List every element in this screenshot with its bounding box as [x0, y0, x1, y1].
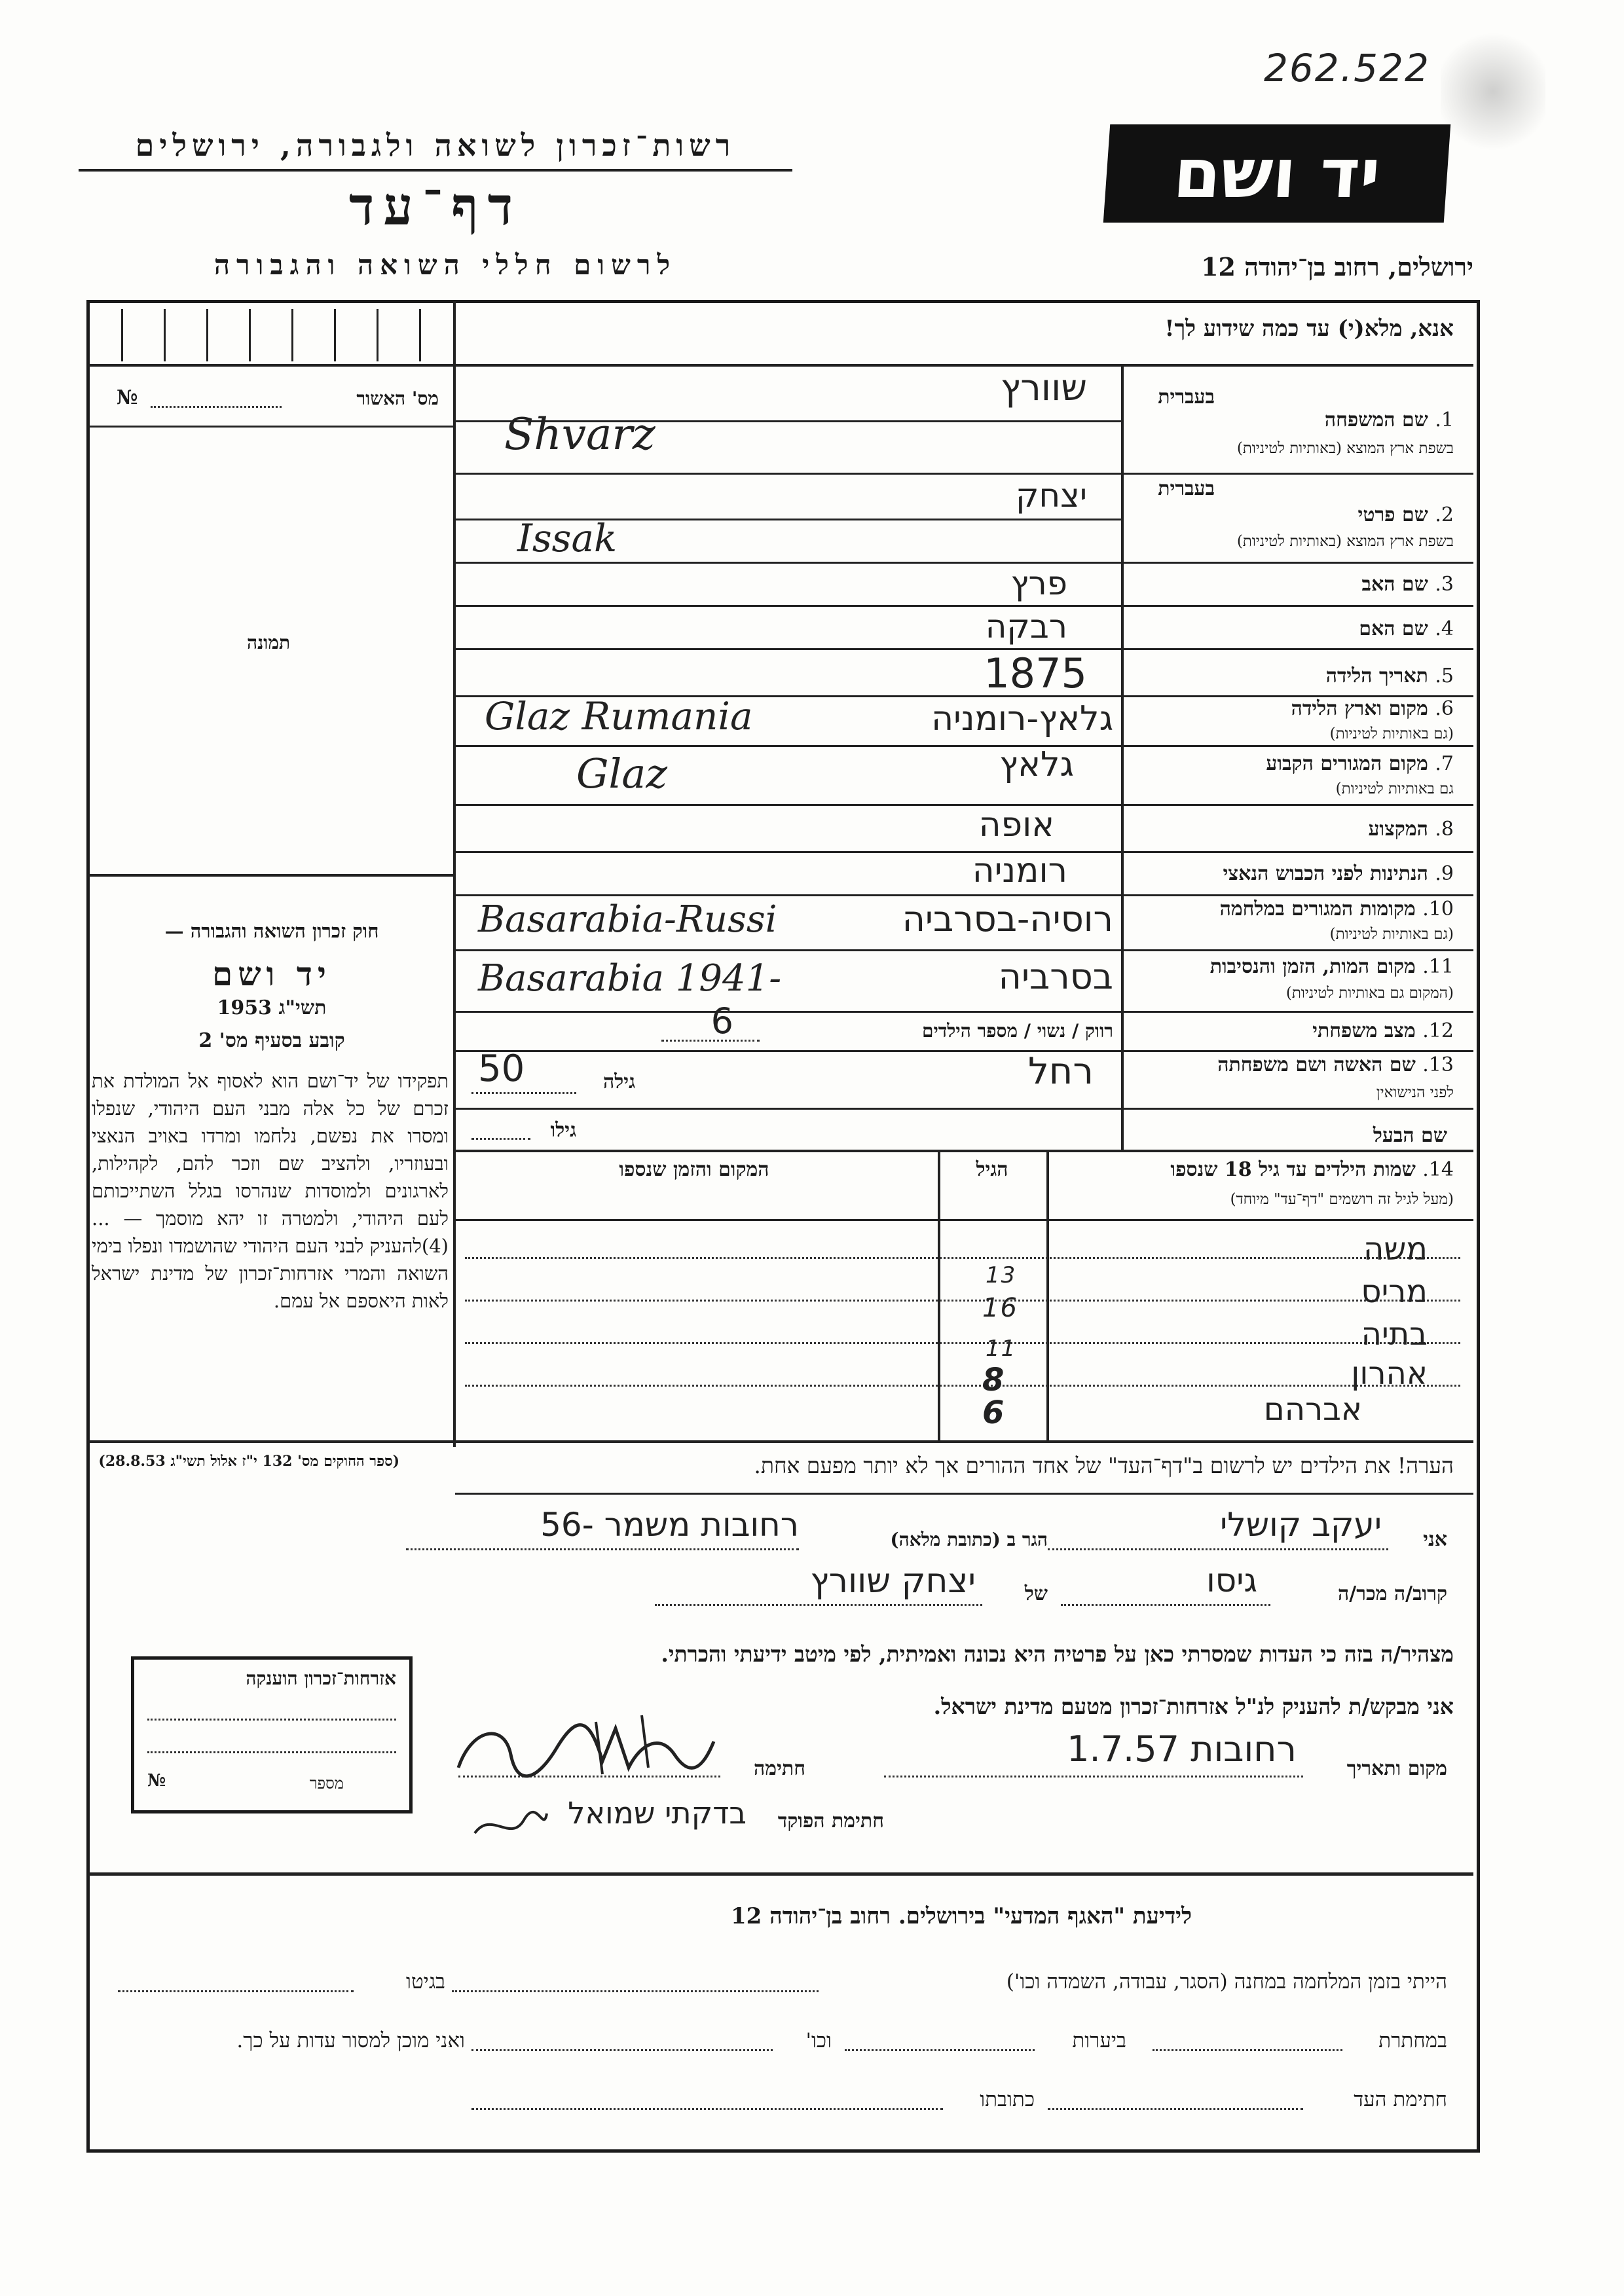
field-6-sub: (גם באותיות לטיניות) [1329, 725, 1454, 742]
children-age-header: הגיל [976, 1158, 1008, 1181]
row-line-12 [455, 1050, 1473, 1052]
footer-line3-a: חתימת העד [1354, 2088, 1447, 2111]
footer-line2-a: במחתרת [1378, 2029, 1447, 2052]
field-2-num: 2. [1435, 503, 1454, 526]
decl-address-value[interactable]: רחובות משמר -56 [540, 1506, 799, 1544]
field-12-label-text: מצב משפחתי [1312, 1019, 1416, 1042]
field-11-sub: (המקום גם באותיות לטיניות) [1285, 985, 1454, 1002]
field-8-num: 8. [1435, 818, 1454, 841]
footer-line2-c: וכו' [805, 2029, 832, 2052]
field-4-label [1126, 618, 1454, 640]
field-13-label-text: שם האשה ושם משפחתה [1217, 1053, 1416, 1076]
field-9-value[interactable]: רומניה [972, 851, 1067, 890]
children-place-header: המקום והזמן שנספו [619, 1158, 769, 1181]
row-line-11 [455, 1011, 1473, 1013]
citizenship-title: אזרחות־זכרון הוענקה [246, 1667, 396, 1689]
yad-vashem-logo [1103, 124, 1450, 223]
scan-smudge [1441, 26, 1545, 157]
field-3-label [1126, 574, 1454, 596]
note-bottom-line [455, 1493, 1473, 1495]
field-2-label-text: שם פרטי [1357, 503, 1428, 526]
citizenship-line-2 [147, 1751, 396, 1753]
instruction-text: אנא, מלא(י) עד כמה שידוע לך! [1164, 316, 1454, 342]
child-1-name[interactable]: משה [1363, 1231, 1428, 1267]
field-13-sub: לפני הנישואין [1376, 1084, 1454, 1101]
decl-officer-value[interactable]: בדקתי שמואל [568, 1795, 747, 1831]
decl-affirm: מצהיר/ה בזה כי העדות שמסרתי כאן על פרטיה היא נכונה ואמיתית, לפי מיטב ידיעתי והכרתי. [661, 1641, 1454, 1667]
field-12-status-options: רווק / נשוי / מספר הילדים [921, 1020, 1113, 1042]
field-10-sub: (גם באותיות לטיניות) [1329, 926, 1454, 943]
decl-of-label: של [1024, 1582, 1048, 1605]
approval-number-label: מס' האשור [356, 388, 439, 409]
footer-line3-b: כתובתו [980, 2088, 1035, 2111]
field-8-value[interactable]: אופה [978, 805, 1054, 845]
children-age-col-left [938, 1152, 940, 1440]
field-7-label [1126, 753, 1454, 775]
decl-relation-line [1061, 1604, 1270, 1606]
footer-line2-d: ואני מוכן למסור עדות על כך. [236, 2029, 465, 2052]
field-10-label-text: מקומות המגורים במלחמה [1219, 898, 1416, 920]
field-5-value[interactable]: 1875 [984, 649, 1087, 697]
decl-address-label: הגר ב (כתובת מלאה) [890, 1529, 1048, 1550]
field-7-value-heb[interactable]: גלאץ [999, 745, 1074, 784]
field-12-num: 12. [1422, 1019, 1454, 1042]
children-header-line [455, 1219, 1473, 1221]
field-8-label [1126, 818, 1454, 841]
footer-line2-field-a[interactable] [1153, 2049, 1342, 2051]
field-2-value-lat[interactable]: Issak [517, 516, 618, 560]
decl-relation[interactable]: גיסו [1206, 1561, 1257, 1599]
field-5-label [1126, 665, 1454, 687]
field-husband-age-line [471, 1138, 530, 1140]
logo-text: יד ושם [1171, 134, 1383, 213]
field-6-value-lat[interactable]: Glaz Rumania [485, 694, 753, 738]
field-husband-label: שם הבעל [1373, 1124, 1447, 1147]
field-11-label-text: מקום המות, הזמן והנסיבות [1209, 955, 1416, 978]
child-2-name[interactable]: מריס [1361, 1273, 1428, 1310]
photo-divider [88, 874, 455, 877]
row-line-3 [455, 605, 1473, 607]
row-line-14 [455, 1150, 1473, 1152]
decl-name-line [1048, 1548, 1388, 1550]
decl-name[interactable]: יעקב קושלי [1220, 1506, 1382, 1544]
row-line-9 [455, 894, 1473, 896]
law-section: קובע בסעיף מס' 2 [198, 1029, 345, 1052]
field-3-num: 3. [1435, 573, 1454, 596]
footer-line1-field-b[interactable] [118, 1990, 354, 1992]
approval-number-field[interactable] [151, 406, 282, 408]
field-5-label-text: תאריך הלידה [1325, 665, 1428, 687]
field-13-age-value[interactable]: 50 [478, 1048, 525, 1090]
field-11-num: 11. [1422, 955, 1454, 978]
field-11-value-heb[interactable]: בסרביה [998, 956, 1113, 997]
field-6-label-text: מקום וארץ הלידה [1291, 697, 1428, 720]
footer-line3-field-a[interactable] [1048, 2108, 1303, 2110]
decl-ani: אני [1423, 1528, 1447, 1551]
photo-label: תמונה [246, 632, 291, 653]
footer-line3-field-b[interactable] [471, 2108, 943, 2110]
law-year-line [98, 996, 445, 1019]
child-2-age[interactable]: 16 [982, 1293, 1018, 1323]
decl-of-line [655, 1604, 982, 1606]
label-column-divider [1121, 367, 1124, 1152]
field-husband-age-label: גילו [550, 1119, 576, 1142]
row-line-10 [455, 949, 1473, 951]
field-11-label [1126, 956, 1454, 978]
decl-relative-label: קרוב/ה מכר/ה [1338, 1582, 1447, 1605]
field-2-label [1126, 504, 1454, 526]
law-title: חוק זכרון השואה והגבורה — [164, 920, 379, 942]
sheet-subtitle: לרשום חללי השואה והגבורה [213, 249, 677, 281]
field-10-label [1126, 898, 1454, 920]
footer-line1-b: בגיטו [406, 1970, 445, 1994]
field-9-num: 9. [1435, 862, 1454, 885]
header-address: ירושלים, רחוב בן־יהודה 12 [1201, 252, 1473, 282]
field-11-value-lat[interactable]: Basarabia 1941- [478, 957, 782, 1000]
field-10-value-lat[interactable]: Basarabia-Russi [478, 898, 777, 941]
child-5-name[interactable]: אברהם [1263, 1391, 1362, 1428]
field-9-label-text: הנתינות לפני הכבוש הנאצי [1223, 862, 1428, 885]
citizenship-number-label: מספר [309, 1774, 344, 1793]
field-2-sub: בשפת ארץ המוצא (באותיות לטיניות) [1236, 533, 1454, 550]
decl-place-date-label: מקום ותאריך [1346, 1757, 1447, 1780]
law-year: 1953 [217, 996, 272, 1019]
field-1-sub: בשפת ארץ המוצא (באותיות לטיניות) [1236, 440, 1454, 457]
field-6-value-heb[interactable]: גלאץ-רומניה [931, 699, 1113, 738]
decl-place-date-line [884, 1776, 1303, 1777]
law-text: תפקידו של יד־ושם הוא לאסוף אל המולדת את זכרם של כל אלה מבני העם היהודי, שנפלו ומסרו את נפשם, נלחמו ומרדו באויב הנאצי ובעוזריו, ולהציב שם וזכר להם, לקהילות, לארגונים ולמוסדות שנהרסו בגלל השתייכותם לעם היהודי, ולמטרה זו יהא מוסמך — ...(4)להעניק לבני העם היהודי שהושמדו ונפלו בימי השואה והמרי אזרחות־זכרון של מדינת ישראל לאות היאספם אל עמם. [92, 1070, 449, 1312]
children-num: 14. [1422, 1158, 1454, 1181]
footer-top-line [88, 1872, 1473, 1876]
decl-officer-label: חתימת הפוקד [777, 1810, 884, 1832]
decl-place-date-value[interactable]: רחובות 1.7.57 [1067, 1728, 1297, 1770]
citizenship-box [131, 1656, 413, 1813]
child-1-age[interactable]: 13 [986, 1262, 1017, 1288]
field-13-value[interactable]: רחל [1027, 1050, 1094, 1093]
field-1-num: 1. [1435, 409, 1454, 431]
field-8-label-text: המקצוע [1368, 818, 1428, 841]
field-2-lang-tag: בעברית [1158, 477, 1215, 500]
decl-address-line [406, 1548, 799, 1550]
field-7-num: 7. [1435, 752, 1454, 775]
tick-boxes [92, 302, 452, 361]
field-1-label-text: שם המשפחה [1324, 409, 1428, 431]
witness-signature [445, 1702, 720, 1794]
field-9-label [1126, 863, 1454, 885]
field-7-value-lat[interactable]: Glaz [576, 750, 667, 797]
field-1-lang-tag: בעברית [1158, 386, 1215, 409]
child-3-name[interactable]: בתיה [1361, 1316, 1428, 1353]
children-sub: (מעל לגיל זה רושמים "דף־עד" מיוחד) [1230, 1191, 1454, 1208]
field-6-num: 6. [1435, 697, 1454, 720]
field-12-label [1126, 1020, 1454, 1042]
field-3-label-text: שם האב [1361, 573, 1428, 596]
archive-number: 262.522 [1264, 46, 1430, 90]
field-5-num: 5. [1435, 665, 1454, 687]
field-7-sub: גם באותיות לטיניות) [1335, 780, 1454, 797]
citizenship-line-1 [147, 1719, 396, 1721]
field-1-label [1126, 409, 1454, 431]
law-name: יד ושם [212, 955, 331, 993]
approval-divider [88, 426, 455, 428]
footer-line2-b: ביערות [1072, 2029, 1126, 2052]
children-title-text: שמות הילדים עד גיל 18 שנספו [1170, 1158, 1416, 1181]
field-13-age-line [471, 1092, 576, 1094]
children-age-col-right [1046, 1152, 1049, 1440]
citizenship-number-symbol: № [147, 1771, 166, 1791]
field-4-value[interactable]: רבקה [985, 608, 1067, 646]
footer-line2-field-b[interactable] [845, 2049, 1035, 2051]
sheet-title: דף־עד [348, 175, 523, 237]
field-4-num: 4. [1435, 617, 1454, 640]
authority-name: רשות־זכרון לשואה ולגבורה, ירושלים [135, 128, 736, 163]
footer-line1-a: הייתי בזמן המלחמה במחנה (הסגר, עבודה, השמדה וכו') [1006, 1970, 1447, 1994]
field-7-label-text: מקום המגורים הקבוע [1266, 752, 1428, 775]
field-4-label-text: שם האם [1359, 617, 1428, 640]
footer-line1-field-a[interactable] [452, 1990, 819, 1992]
footer-headline: לידיעת "האגף המדעי" בירושלים. רחוב בן־יהודה 12 [731, 1903, 1192, 1929]
field-10-value-heb[interactable]: רוסיה-בסרביה [902, 898, 1113, 939]
field-10-num: 10. [1422, 898, 1454, 920]
field-1-value-heb[interactable]: שוורץ [1000, 367, 1087, 409]
child-5-age[interactable]: 6 [982, 1394, 1006, 1431]
law-source: (ספר החוקים מס' 132 י"ז אלול תשי"ג 28.8.53) [98, 1453, 399, 1470]
field-2-value-heb[interactable]: יצחק [1016, 477, 1087, 515]
row-line-1b [455, 473, 1473, 475]
decl-of-value[interactable]: יצחק שוורץ [810, 1561, 976, 1601]
law-year-heb: תשי"ג [278, 996, 327, 1019]
note-text: הערה! את הילדים יש לרשום ב"דף־העד" של אחד ההורים אך לא יותר מפעם אחת. [754, 1453, 1454, 1478]
child-3-age[interactable]: 11 [986, 1336, 1017, 1362]
field-13-label [1126, 1054, 1454, 1076]
children-title [1054, 1159, 1454, 1181]
decl-signature-label: חתימה [754, 1757, 805, 1780]
child-4-name[interactable]: אהרון [1351, 1355, 1428, 1392]
field-12-children-value[interactable]: 6 [710, 1000, 733, 1042]
tick-boxes-divider [88, 364, 455, 367]
field-13-num: 13. [1422, 1053, 1454, 1076]
field-6-label [1126, 698, 1454, 720]
footer-line2-field-c[interactable] [471, 2049, 773, 2051]
field-3-value[interactable]: פרץ [1010, 564, 1067, 602]
field-13-age-label: גילה [602, 1070, 635, 1093]
decl-request: אני מבקש/ת להעניק לנ"ל אזרחות־זכרון מטעם מדינת ישראל. [933, 1694, 1454, 1719]
child-4-age[interactable]: 8 [982, 1362, 1006, 1398]
officer-signature-scribble [471, 1807, 550, 1846]
authority-underline [79, 169, 792, 172]
row-line-2b [455, 562, 1473, 564]
approval-number-symbol: № [117, 386, 138, 409]
field-1-value-lat[interactable]: Shvarz [504, 409, 655, 460]
note-top-line [88, 1440, 1473, 1443]
row-line-13 [455, 1108, 1473, 1110]
